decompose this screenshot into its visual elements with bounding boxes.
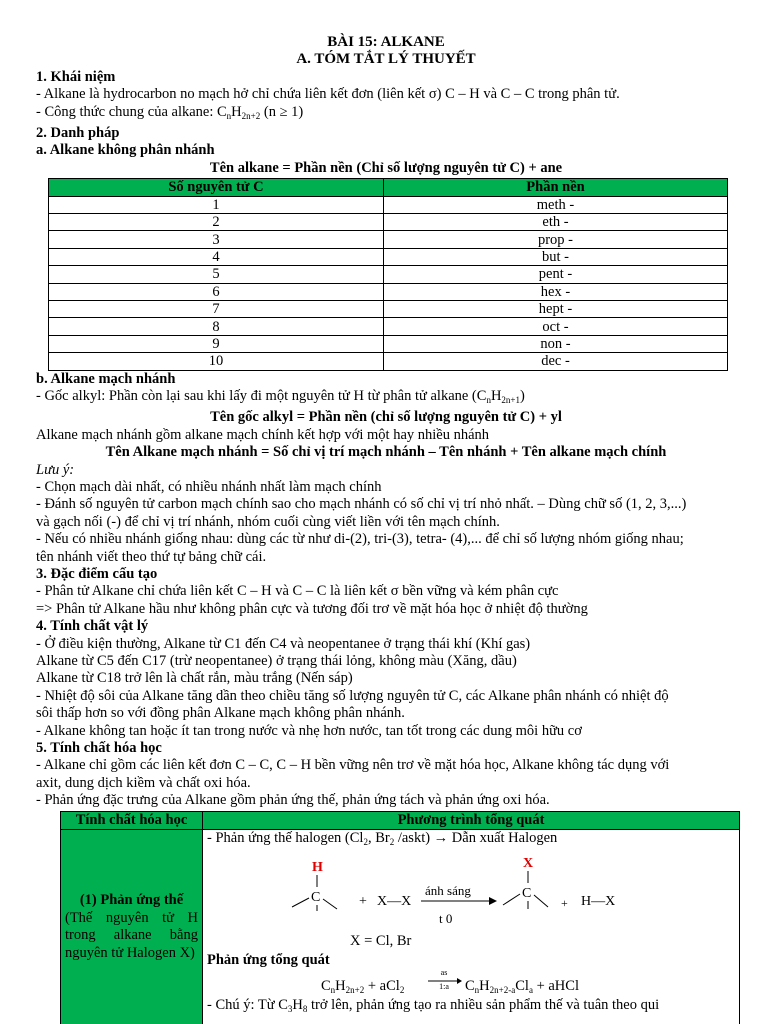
prefix-carbon-count: 7 <box>49 300 384 317</box>
scheme-arrow-top: ánh sáng <box>425 883 471 899</box>
scheme-x-atom: X <box>523 856 534 872</box>
substitution-title: (1) Phản ứng thế <box>79 892 184 909</box>
reaction-table-header-property: Tính chất hóa học <box>61 811 203 829</box>
note-label: Lưu ý: <box>36 461 75 478</box>
heading-physical: 4. Tính chất vật lý <box>36 618 149 635</box>
physical-line-1: - Ở điều kiện thường, Alkane từ C1 đến C4 và neopentanee ở trạng thái khí (Khí gas) <box>36 635 531 652</box>
heading-concept: 1. Khái niệm <box>36 68 116 85</box>
concept-line-1: - Alkane là hydrocarbon no mạch hở chỉ chứa liên kết đơn (liên kết σ) C – H và C – C trong phân tử. <box>36 86 620 103</box>
general-arrow-top: as <box>440 967 448 977</box>
document-page <box>36 34 736 1024</box>
prefix-stem: dec - <box>384 353 728 370</box>
prefix-table <box>48 178 728 370</box>
physical-line-4b: sôi thấp hơn so với đồng phân Alkane mạch không phân nhánh. <box>36 705 405 722</box>
rule-unbranched: Tên alkane = Phần nền (Chỉ số lượng nguyên tử C) + ane <box>209 159 563 176</box>
heading-chemical: 5. Tính chất hóa học <box>36 740 162 757</box>
scheme-bond-right-b <box>534 895 548 907</box>
prefix-table-header-carbon: Số nguyên tử C <box>49 179 384 196</box>
heading-structure: 3. Đặc điểm cấu tạo <box>36 566 158 583</box>
prefix-stem: meth - <box>384 196 728 213</box>
prefix-carbon-count: 10 <box>49 353 384 370</box>
note-3a: - Nếu có nhiều nhánh giống nhau: dùng các từ như di-(2), tri-(3), tetra- (4),... để chỉ số lượng nhóm giống nhau; <box>36 531 684 548</box>
branched-desc: Alkane mạch nhánh gồm alkane mạch chính kết hợp với một hay nhiều nhánh <box>36 426 490 443</box>
note-3b: tên nhánh viết theo thứ tự bảng chữ cái. <box>36 548 267 565</box>
prefix-carbon-count: 8 <box>49 318 384 335</box>
scheme-c-atom-right: C <box>522 886 532 902</box>
prefix-table-row <box>49 266 728 283</box>
scheme-c-atom-left: C <box>311 890 321 906</box>
alkyl-definition: - Gốc alkyl: Phần còn lại sau khi lấy đi một nguyên tử H từ phân tử alkane $(C_nH_{2n+1})$ <box>36 387 525 405</box>
prefix-carbon-count: 9 <box>49 335 384 352</box>
substitution-label-cell <box>61 829 203 1024</box>
prefix-table-row <box>49 196 728 213</box>
physical-line-4a: - Nhiệt độ sôi của Alkane tăng dần theo chiều tăng số lượng nguyên tử C, các Alkane phân nhánh có nhiệt độ <box>36 687 669 704</box>
prefix-table-row <box>49 283 728 300</box>
heading-branched: b. Alkane mạch nhánh <box>36 370 176 387</box>
note-2b: và gạch nối (-) để chỉ vị trí nhánh, nhóm cuối cùng viết liền với tên mạch chính. <box>36 513 500 530</box>
prefix-stem: hex - <box>384 283 728 300</box>
substitution-desc: (Thế nguyên tử H trong alkane bằng nguyên tử Halogen X) <box>65 909 198 961</box>
section-title: A. TÓM TẮT LÝ THUYẾT <box>296 51 476 68</box>
rule-branched: Tên Alkane mạch nhánh = Số chỉ vị trí mạch nhánh – Tên nhánh + Tên alkane mạch chính <box>105 444 667 461</box>
scheme-bond-left-b <box>323 899 337 909</box>
prefix-table-row <box>49 335 728 352</box>
halogen-line: - Phản ứng thế halogen ($Cl_2$, $Br_2$ /askt) → Dẫn xuất Halogen <box>207 829 558 847</box>
prefix-table-row <box>49 318 728 335</box>
x-definition: X = Cl, Br <box>350 933 412 950</box>
chemical-line-2: - Phản ứng đặc trưng của Alkane gồm phản ứng thế, phản ứng tách và phản ứng oxi hóa. <box>36 792 550 809</box>
rule-alkyl: Tên gốc alkyl = Phần nền (chỉ số lượng nguyên tử C) + yl <box>210 409 562 426</box>
structure-line-2: => Phân tử Alkane hầu như không phân cực và tương đối trơ về mặt hóa học ở nhiệt độ thường <box>36 600 588 617</box>
note-2a: - Đánh số nguyên tử carbon mạch chính sao cho mạch nhánh có số chỉ vị trí nhỏ nhất. – Dùng chữ số (1, 2, 3,...) <box>36 496 687 513</box>
prefix-table-row <box>49 248 728 265</box>
note-1: - Chọn mạch dài nhất, có nhiều nhánh nhất làm mạch chính <box>36 478 382 495</box>
chemical-line-1b: axit, dung dịch kiềm và chất oxi hóa. <box>36 774 251 791</box>
prefix-table-row <box>49 353 728 370</box>
prefix-table-row <box>49 214 728 231</box>
prefix-stem: but - <box>384 248 728 265</box>
prefix-stem: hept - <box>384 300 728 317</box>
scheme-bond-left-a <box>292 898 309 907</box>
prefix-table-header-prefix: Phần nền <box>384 179 728 196</box>
prefix-table-row <box>49 231 728 248</box>
scheme-bond-right-a <box>503 894 520 905</box>
prefix-stem: pent - <box>384 266 728 283</box>
reaction-table-header-equation: Phương trình tổng quát <box>203 811 740 829</box>
prefix-carbon-count: 4 <box>49 248 384 265</box>
heading-unbranched: a. Alkane không phân nhánh <box>36 142 215 159</box>
prefix-stem: eth - <box>384 214 728 231</box>
substitution-equation-cell <box>203 829 740 1024</box>
prefix-stem: non - <box>384 335 728 352</box>
prefix-stem: oct - <box>384 318 728 335</box>
substitution-note: - Chú ý: Từ $C_3H_8$ trở lên, phản ứng tạo ra nhiều sản phẩm thế và tuân theo qui <box>207 996 660 1014</box>
prefix-table-row <box>49 300 728 317</box>
lesson-title: BÀI 15: ALKANE <box>327 34 445 50</box>
heading-nomenclature: 2. Danh pháp <box>36 125 120 142</box>
prefix-carbon-count: 6 <box>49 283 384 300</box>
structure-line-1: - Phân tử Alkane chỉ chứa liên kết C – H và C – C là liên kết σ bền vững và kém phân cực <box>36 583 559 600</box>
scheme-arrow-head <box>489 897 497 905</box>
general-arrow-bottom: 1:a <box>439 981 449 991</box>
general-reaction-heading: Phản ứng tổng quát <box>207 951 330 968</box>
scheme-hx: H—X <box>581 894 616 910</box>
prefix-stem: prop - <box>384 231 728 248</box>
prefix-carbon-count: 3 <box>49 231 384 248</box>
scheme-plus-2: + <box>561 896 568 911</box>
reaction-table <box>60 811 740 1024</box>
physical-line-5: - Alkane không tan hoặc ít tan trong nước và nhẹ hơn nước, tan tốt trong các dung môi hữu cơ <box>36 722 582 739</box>
scheme-h-atom: H <box>312 860 323 876</box>
concept-line-2: - Công thức chung của alkane: $C_nH_{2n+2}$ (n ≥ 1) <box>36 103 304 121</box>
general-rhs: $C_nH_{2n+2-a}Cl_a$ + aHCl <box>465 977 579 995</box>
prefix-carbon-count: 1 <box>49 196 384 213</box>
prefix-carbon-count: 5 <box>49 266 384 283</box>
physical-line-3: Alkane từ C18 trở lên là chất rắn, màu trắng (Nến sáp) <box>36 670 353 687</box>
prefix-carbon-count: 2 <box>49 214 384 231</box>
chemical-line-1a: - Alkane chỉ gồm các liên kết đơn C – C, C – H bền vững nên trơ về mặt hóa học, Alkane không tác dụng với <box>36 757 670 774</box>
substitution-scheme <box>207 851 727 939</box>
scheme-xx: X—X <box>377 894 412 910</box>
general-lhs: $C_nH_{2n+2} + aCl_2$ <box>321 977 405 995</box>
scheme-plus-1: + <box>359 894 367 910</box>
physical-line-2: Alkane từ C5 đến C17 (trừ neopentanee) ở trạng thái lỏng, không màu (Xăng, dầu) <box>36 653 517 670</box>
scheme-arrow-bottom: t 0 <box>439 911 453 927</box>
general-equation <box>207 969 735 995</box>
